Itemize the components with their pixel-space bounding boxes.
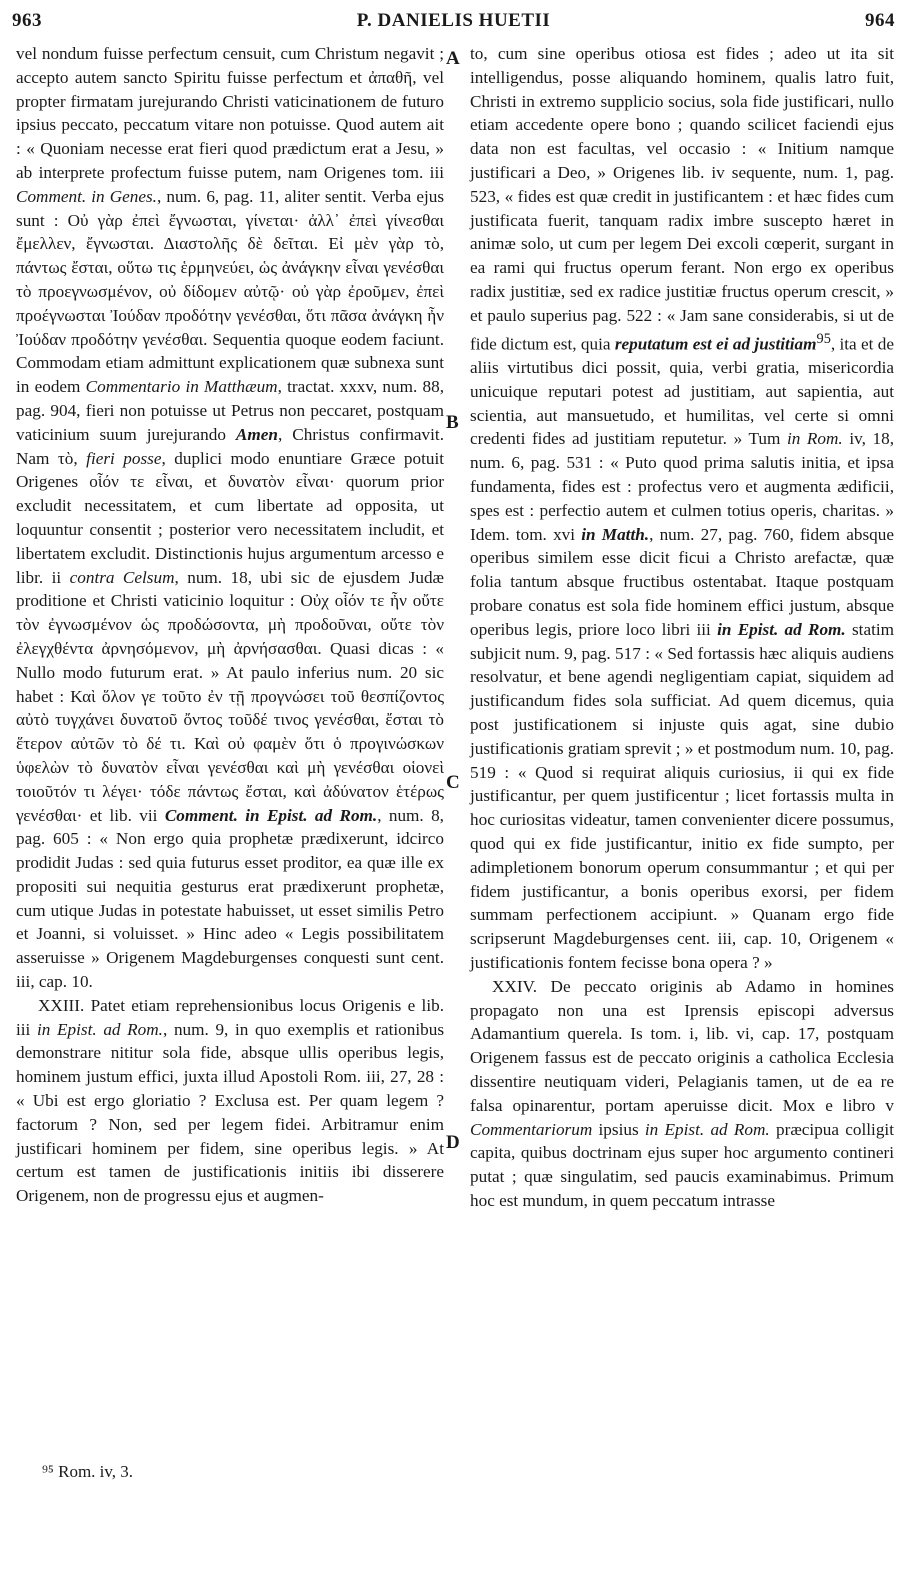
page-number-left: 963	[12, 10, 42, 31]
left-column	[16, 42, 444, 1208]
margin-marker-a: A	[446, 48, 460, 69]
margin-marker-d: D	[446, 1132, 460, 1153]
running-title: P. DANIELIS HUETII	[356, 10, 551, 31]
left-paragraph-2: XXIII. Patet etiam reprehensionibus locus Origenis e lib. iii in Epist. ad Rom., num. 9, in quo exemplis et rationibus demonstrare nititur sola fide, absque ullis operibus legis, hominem justum effici, juxta illud Apostoli Rom. iii, 27, 28 : « Ubi est ergo gloriatio ? Exclusa est. Per quam legem ? factorum ? Non, sed per legem fidei. Arbitramur enim justificari hominem per fidem, sine operibus legis. » At certum est tamen de justificationis initiis ibi disserere Origenem, non de progressu ejus et augmen-	[16, 995, 445, 1206]
right-paragraph-2: XXIV. De peccato originis ab Adamo in homines propagato non una est Iprensis episcopi adversus Adamantium querela. Is tom. i, lib. vi, cap. 17, postquam Origenem fassus est de peccato originis a catholica Ecclesia dissentire neutiquam videri, Pelagianis tamen, ut de ea re falsa opinarentur, portam aperuisse dicit. Mox e libro v Commentariorum ipsius in Epist. ad Rom. præcipua colligit capita, quibus doctrinam ejus super hoc argumento contineri putat ; quæ singulatim, sed paucis examinabimus. Primum hoc est mundum, in quem peccatum intrasse	[470, 976, 894, 1210]
left-paragraph-1: vel nondum fuisse perfectum censuit, cum Christum negavit ; accepto autem sancto Spiritu fuisse perfectum et ἀπαθῆ, vel propter firmatam jurejurando Christi vaticinationem de futuro ipsius peccato, peccatum vitare non potuisse. Quod autem ait : « Quoniam necesse erat fieri quod prædictum erat a Jesu, » ab interprete profectum fuisse putem, nam Origenes tom. iii Comment. in Genes., num. 6, pag. 11, aliter sentit. Verba ejus sunt : Οὐ γὰρ ἐπεὶ ἔγνωσται, γίνεται· ἀλλ᾽ ἐπεὶ γίνεσθαι ἔμελλεν, ἔγνωσται. Διαστολῆς δὲ δεῖται. Εἰ μὲν γὰρ τὸ, πάντως ἔσται, οὕτω τις ἑρμηνεύει, ὡς ἀνάγκην εἶναι γενέσθαι τὸ προεγνωσμένον, οὐ δίδομεν αὐτῷ· οὐ γὰρ ἐροῦμεν, ἐπεὶ προέγνωσται Ἰούδαν προδότην γενέσθαι, ὅτι πᾶσα ἀνάγκη ἦν Ἰούδαν προδότην γενέσθαι. Sequentia quoque eodem faciunt. Commodam etiam admittunt explicationem quæ subnexa sunt in eodem Commentario in Matthæum, tractat. xxxv, num. 88, pag. 904, fieri non potuisse ut Petrus non peccaret, postquam vaticinium suum jurejurando Amen, Christus confirmavit. Nam τὸ, fieri posse, duplici modo enuntiare Græce potuit Origenes οἷόν τε εἶναι, et δυνατὸν εἶναι· quorum prior excludit necessitatem, et cum libertate ad opposita, ut loquuntur consentit ; posterior vero necessitatem includit, et libertatem excludit. Distinctionis hujus argumentum arcesso e libr. ii contra Celsum, num. 18, ubi sic de ejusdem Judæ proditione et Christi vaticinio loquitur : Οὐχ οἷόν τε ἦν οὔτε τὸν ἐγνωσμένον ὡς προδώσοντα, μὴ προδοῦναι, οὔτε τὸν ἐλεγχθέντα ἀρνησόμενον, μὴ ἀρνήσασθαι. Quasi dicas : « Nullo modo futurum erat. » At paulo inferius num. 20 sic habet : Καὶ ὅλον γε τοῦτο ἐν τῇ προγνώσει τοῦ θεσπίζοντος αὐτὸ τυγχάνει δυνατοῦ ὄντος τοῦδέ τινος γενέσθαι, ἔσται τὸ ἕτερον αὐτῶν τὸ δέ τι. Καὶ οὐ φαμὲν ὅτι ὁ προγινώσκων ὑφελὼν τὸ δυνατὸν εἶναι γενέσθαι καὶ μὴ γενέσθαι οἱονεὶ τοιοῦτόν τι λέγει· τόδε πάντως ἔσται, καὶ ἀδύνατον ἑτέρως γενέσθαι· et lib. vii Comment. in Epist. ad Rom., num. 8, pag. 605 : « Non ergo quia prophetæ prædixerunt, idcirco prodidit Judas : sed quia futurus esset proditor, ea quæ ille ex propositi sui nequitia gesturus erat prædixerunt prophetæ, cum utique Judas in potestate habuisset, ut esset similis Petro et Joanni, si voluisset. » Hinc adeo « Legis possibilitatem asseruisse » Origenem Magdeburgenses conquesti sunt cent. iii, cap. 10.	[16, 44, 445, 992]
running-header	[12, 10, 895, 38]
right-paragraph-1: to, cum sine operibus otiosa est fides ; adeo ut ita sit intelligendus, posse aliquando hominem, qualis latro fuit, Christi in extremo supplicio socius, sola fide justificari, nullo etiam accedente opere bono ; quando scilicet faciendi ejus data non est facultas, vel occasio : « Initium namque justificari a Deo, » Origenes lib. iv sequente, num. 1, pag. 523, « fides est quæ credit in justificantem : et hæc fides cum justificata fuerit, tanquam radix imbre suscepto hæret in animæ solo, ut cum per legem Dei excoli cœperit, surgant in ea rami qui fructus operum ferant. Non ergo ex operibus radix justitiæ, sed ex radice justitiæ fructus operum crescit, » et paulo superius pag. 522 : « Jam sane considerabis, si ut de fide dictum est, quia reputatum est ei ad justitiam$^{95}$, ita et de aliis virtutibus dici possit, quia, verbi gratia, misericordia unicuique reputari potest ad justitiam, aut sapientia, aut scientia, aut mansuetudo, et humilitas, vel certe si omni credenti fides ad justitiam reputetur. » Tum in Rom. iv, 18, num. 6, pag. 531 : « Puto quod prima salutis initia, et ipsa fundamenta, fides est : profectus vero et augmenta ædificii, spes est : perfectio autem et culmen totius operis, charitas. » Idem. tom. xvi in Matth., num. 27, pag. 760, fidem absque operibus similem esse dicit ficui a Christo arefactæ, quæ folia tantum absque fructibus ostentabat. Itaque postquam probare conatus est sola fide hominem effici justum, absque operibus legis, priore loco libri iii in Epist. ad Rom. statim subjicit num. 9, pag. 517 : « Sed fortassis hæc aliquis audiens resolvatur, et bene agendi negligentiam capiat, siquidem ad justificandum fides sola sufficiat. Ad quem dicemus, quia post justificationem si injuste quis agat, sine dubio justificationis gratiam sprevit ; » et postmodum num. 10, pag. 519 : « Quod si requirat aliquis curiosius, ii qui ex fide justificantur, per quem justificentur ; licet fortassis multa in hoc curiositas videatur, tamen convenienter dicere possumus, quod qui ex fide justificantur, initio ex fide sumpto, per adimpletionem bonorum operum consummantur ; et qui per fidem justificantur, a bonis operibus exorsi, per fidem summam perfectionem accipiunt. » Quanam ergo fide scripserunt Magdeburgenses cent. iii, cap. 10, Origenem « justificationis fontem fecisse bona opera ? »	[470, 44, 895, 973]
margin-marker-c: C	[446, 772, 460, 793]
footnote: ⁹⁵ Rom. iv, 3.	[42, 1462, 134, 1481]
page-number-right: 964	[865, 10, 895, 31]
margin-marker-b: B	[446, 412, 459, 433]
right-column	[470, 42, 894, 1213]
